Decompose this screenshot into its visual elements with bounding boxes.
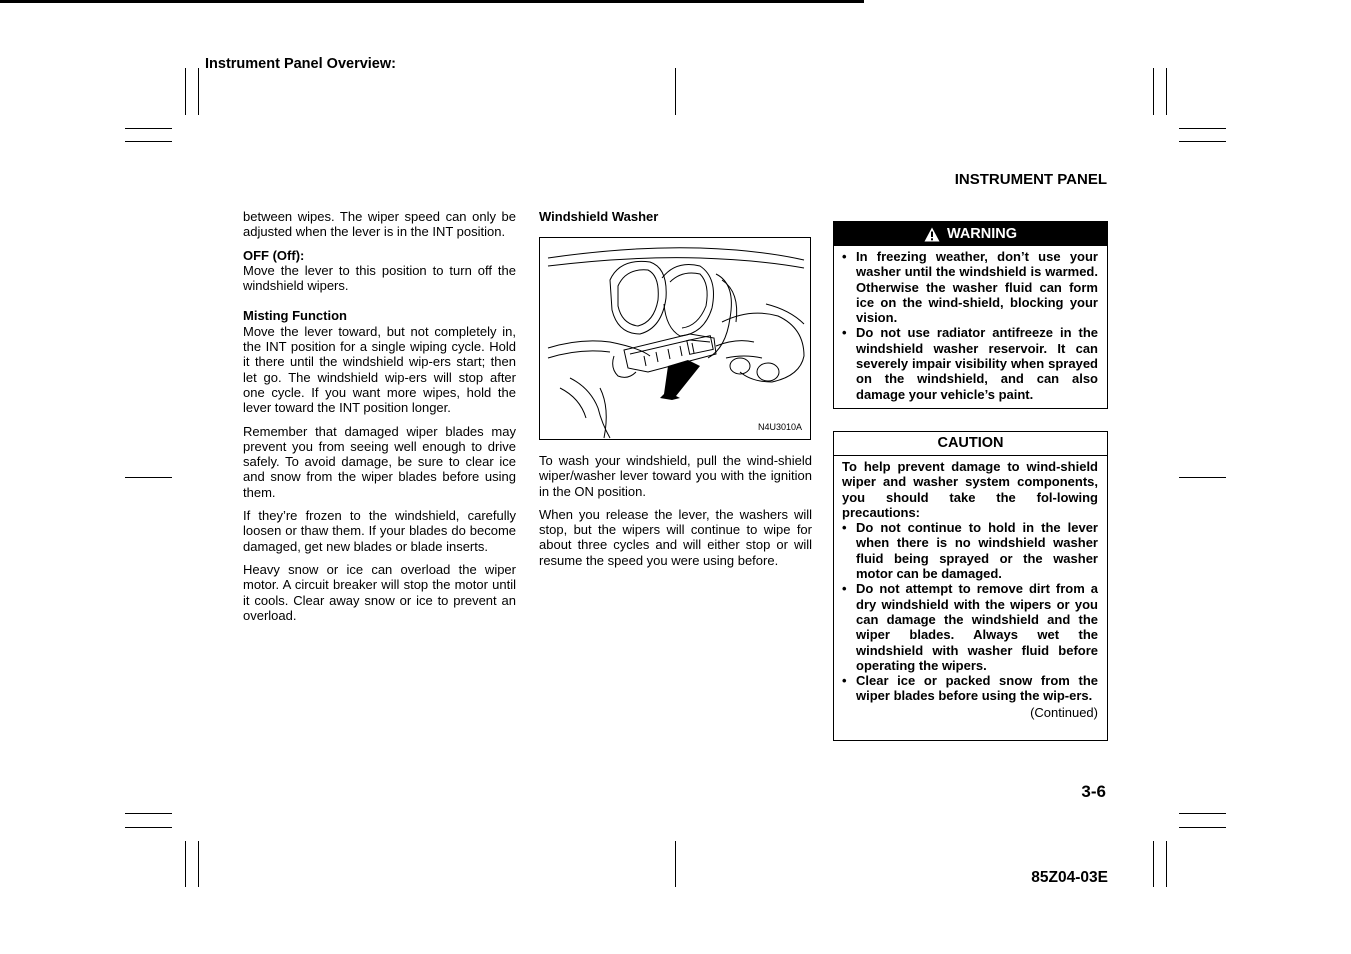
figure-code: N4U3010A bbox=[757, 422, 802, 432]
column-middle-text bbox=[539, 453, 812, 576]
header-rule bbox=[0, 0, 864, 3]
warning-header bbox=[834, 222, 1107, 246]
caution-item: • Clear ice or packed snow from the wiper blades before using the wip-ers. bbox=[842, 673, 1098, 704]
caution-title: CAUTION bbox=[834, 432, 1107, 456]
wash-paragraph: To wash your windshield, pull the wind-shield wiper/washer lever toward you with the ignition in the ON position. bbox=[539, 453, 812, 499]
continued-note: (Continued) bbox=[1030, 704, 1098, 720]
warning-body bbox=[834, 246, 1107, 402]
lever-drawing bbox=[540, 238, 810, 439]
warning-triangle-icon bbox=[924, 227, 940, 242]
caution-item: • Do not continue to hold in the lever when there is no windshield washer fluid being sprayed or the washer motor can be damaged. bbox=[842, 520, 1098, 581]
frozen-paragraph: If they’re frozen to the windshield, carefully loosen or thaw them. If your blades do become damaged, get new blades or blade inserts. bbox=[243, 508, 516, 554]
document-code: 85Z04-03E bbox=[1031, 869, 1108, 886]
caution-box bbox=[833, 431, 1108, 741]
release-paragraph: When you release the lever, the washers will stop, but the wipers will continue to wipe for about three cycles and will either stop or will resume the speed you were using before. bbox=[539, 506, 812, 568]
page-number: 3-6 bbox=[1081, 782, 1106, 801]
washer-heading: Windshield Washer bbox=[539, 209, 659, 224]
misting-heading: Misting Function bbox=[243, 308, 347, 324]
misting-section bbox=[243, 308, 516, 415]
caution-item: • Do not attempt to remove dirt from a dry windshield with the wipers or you can damage the windshield and the wiper blades. Always wet the windshield with washer fluid before operating the wipers. bbox=[842, 581, 1098, 673]
column-left bbox=[243, 209, 516, 631]
warning-item: • Do not use radiator antifreeze in the windshield washer reservoir. It can severely impair visibility when sprayed on the windshield, and can also damage your vehicle’s paint. bbox=[842, 325, 1098, 401]
pull-direction-arrow bbox=[660, 360, 700, 400]
warning-title: WARNING bbox=[946, 226, 1018, 242]
column-middle bbox=[539, 209, 812, 224]
washer-lever-illustration bbox=[539, 237, 811, 440]
remember-paragraph: Remember that damaged wiper blades may prevent you from seeing well enough to drive safely. To avoid damage, be sure to clear ice and snow from the wiper blades before using them. bbox=[243, 423, 516, 500]
document-label: Instrument Panel Overview: bbox=[205, 56, 396, 72]
warning-item: • In freezing weather, don’t use your washer until the windshield is warmed. Otherwise the washer fluid can form ice on the wind-shield, blocking your vision. bbox=[842, 249, 1098, 325]
heavy-snow-paragraph: Heavy snow or ice can overload the wiper motor. A circuit breaker will stop the motor until it cools. Clear away snow or ice to prevent an overload. bbox=[243, 561, 516, 623]
warning-box bbox=[833, 221, 1108, 409]
section-header: INSTRUMENT PANEL bbox=[954, 171, 1107, 188]
intro-paragraph: between wipes. The wiper speed can only be adjusted when the lever is in the INT position. bbox=[243, 209, 516, 240]
off-text: Move the lever to this position to turn off the windshield wipers. bbox=[243, 262, 516, 294]
misting-text: Move the lever toward, but not completely in, the INT position for a single wiping cycle. Hold it there until the windshield wip-ers start; then let go. The windshield wip-ers will stop after one cycle. If you want more wipes, hold the lever toward the INT position longer. bbox=[243, 323, 516, 416]
off-heading: OFF (Off): bbox=[243, 247, 305, 263]
caution-body bbox=[834, 456, 1107, 720]
off-section bbox=[243, 248, 516, 294]
caution-intro: To help prevent damage to wind-shield wiper and washer system components, you should take the fol-lowing precautions: bbox=[842, 459, 1098, 520]
